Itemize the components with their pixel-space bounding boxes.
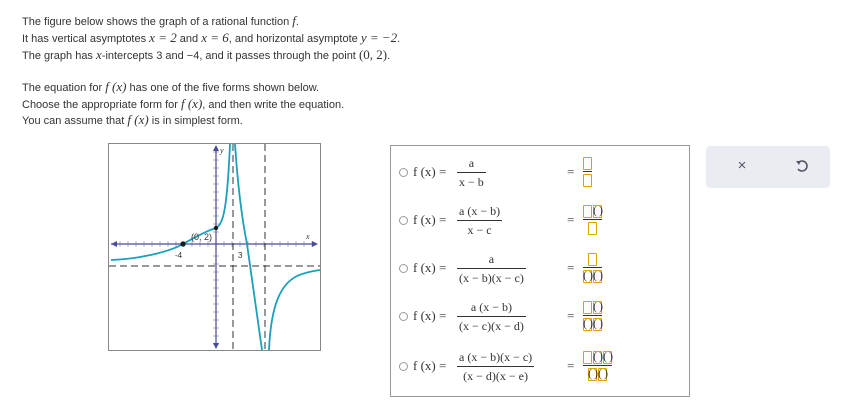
tick-label-3: 3 bbox=[238, 251, 243, 260]
option-lhs: f (x) = bbox=[413, 308, 447, 323]
input-box-paren[interactable] bbox=[603, 351, 612, 364]
answer-input-1[interactable] bbox=[583, 156, 592, 187]
point-label: (0, 2) bbox=[191, 232, 213, 242]
input-box[interactable] bbox=[583, 157, 592, 170]
answer-input-2[interactable] bbox=[583, 204, 602, 235]
radio-option-5[interactable] bbox=[399, 362, 408, 371]
x-axis-label: x bbox=[306, 232, 310, 241]
answer-input-4[interactable] bbox=[583, 300, 602, 331]
input-box-paren[interactable] bbox=[593, 351, 602, 364]
problem-line-1: The figure below shows the graph of a rational function f. bbox=[22, 13, 299, 28]
option-equals: = bbox=[567, 212, 575, 227]
option-fraction bbox=[457, 350, 534, 384]
input-box[interactable] bbox=[583, 301, 592, 314]
input-box-paren[interactable] bbox=[593, 205, 602, 218]
form-option-3[interactable] bbox=[395, 252, 685, 286]
input-box-paren[interactable] bbox=[583, 318, 592, 331]
input-box[interactable] bbox=[583, 174, 592, 187]
option-denominator: (x − c)(x − d) bbox=[459, 319, 524, 333]
graph-canvas bbox=[109, 144, 320, 350]
option-numerator: a (x − b) bbox=[470, 300, 512, 314]
option-fraction bbox=[457, 252, 526, 286]
x-intercept-neg4 bbox=[180, 241, 185, 246]
clear-icon[interactable]: × bbox=[737, 157, 747, 174]
problem-line-5: Choose the appropriate form for f (x), and then write the equation. bbox=[22, 96, 345, 111]
answer-input-5[interactable] bbox=[583, 350, 612, 381]
input-box-paren[interactable] bbox=[593, 318, 602, 331]
option-equals: = bbox=[567, 164, 575, 179]
option-lhs: f (x) = bbox=[413, 358, 447, 373]
radio-option-4[interactable] bbox=[399, 312, 408, 321]
option-fraction bbox=[457, 300, 526, 334]
input-box-paren[interactable] bbox=[588, 368, 597, 381]
radio-option-3[interactable] bbox=[399, 264, 408, 273]
option-lhs: f (x) = bbox=[413, 164, 447, 179]
function-graph bbox=[108, 143, 321, 351]
form-option-5[interactable] bbox=[395, 350, 685, 384]
form-option-1[interactable] bbox=[395, 156, 685, 190]
option-lhs: f (x) = bbox=[413, 260, 447, 275]
problem-line-4: The equation for f (x) has one of the five forms shown below. bbox=[22, 79, 320, 94]
point-0-2 bbox=[214, 226, 218, 230]
option-equals: = bbox=[567, 260, 575, 275]
answer-form-panel bbox=[390, 145, 690, 397]
option-equals: = bbox=[567, 308, 575, 323]
option-fraction bbox=[457, 204, 502, 238]
option-fraction bbox=[457, 156, 486, 190]
option-equals: = bbox=[567, 358, 575, 373]
tick-label-neg4: -4 bbox=[175, 251, 183, 260]
input-box-paren[interactable] bbox=[593, 301, 602, 314]
input-box-paren[interactable] bbox=[593, 270, 602, 283]
problem-line-6: You can assume that f (x) is in simplest form. bbox=[22, 112, 243, 127]
option-lhs: f (x) = bbox=[413, 212, 447, 227]
undo-icon[interactable] bbox=[794, 158, 810, 174]
curve-middle-branch bbox=[235, 144, 262, 350]
option-denominator: (x − b)(x − c) bbox=[459, 271, 524, 285]
radio-option-2[interactable] bbox=[399, 216, 408, 225]
radio-option-1[interactable] bbox=[399, 168, 408, 177]
answer-tools bbox=[706, 146, 830, 188]
curve-right-branch bbox=[269, 270, 320, 350]
problem-line-2: It has vertical asymptotes x = 2 and x = 6, and horizontal asymptote y = −2. bbox=[22, 30, 401, 45]
option-numerator: a bbox=[468, 156, 475, 170]
input-box[interactable] bbox=[583, 351, 592, 364]
input-box-paren[interactable] bbox=[583, 270, 592, 283]
problem-line-3: The graph has x-intercepts 3 and −4, and it passes through the point (0, 2). bbox=[22, 47, 391, 62]
curve-left-branch bbox=[111, 144, 230, 260]
input-box[interactable] bbox=[583, 205, 592, 218]
input-box[interactable] bbox=[588, 253, 597, 266]
option-denominator: x − c bbox=[467, 223, 492, 237]
form-option-2[interactable] bbox=[395, 204, 685, 238]
option-numerator: a bbox=[488, 252, 495, 266]
y-axis-label: y bbox=[220, 146, 224, 155]
answer-input-3[interactable] bbox=[583, 252, 602, 283]
option-denominator: (x − d)(x − e) bbox=[463, 369, 529, 383]
option-numerator: a (x − b)(x − c) bbox=[459, 350, 533, 364]
input-box[interactable] bbox=[588, 222, 597, 235]
option-denominator: x − b bbox=[459, 175, 484, 189]
form-option-4[interactable] bbox=[395, 300, 685, 334]
option-numerator: a (x − b) bbox=[459, 204, 501, 218]
input-box-paren[interactable] bbox=[598, 368, 607, 381]
